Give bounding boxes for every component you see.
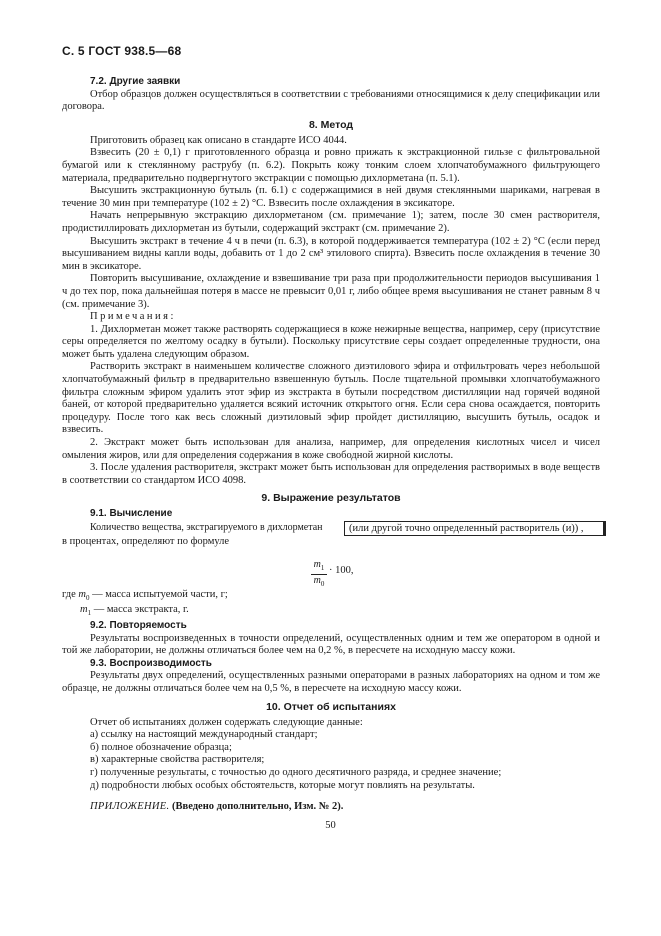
list-item: г) полученные результаты, с точностью до одного десятичного разряда, и среднее значение;: [90, 766, 502, 778]
note-1: 1. Дихлорметан может также растворять содержащиеся в коже нежирные вещества, например, серу (присутствие серы определяется по желтому осадку в бутыли). Поскольку присутствие серы создает определенные трудности, она может быть удалена следующим образом.: [62, 323, 600, 360]
section-9-2-title: 9.2. Повторяемость: [90, 619, 187, 631]
calculation-text: Количество вещества, экстрагируемого в дихлорметан: [90, 522, 323, 533]
paragraph: Повторить высушивание, охлаждение и взвешивание три раза при продолжительности периодов высушивания 1 ч до тех пор, пока дальнейшая потеря в массе не превысит 0,01 г, либо общее время высушивания не станет равным 8 ч (см. примечание 3).: [62, 273, 600, 310]
appendix-amendment: (Введено дополнительно, Изм. № 2).: [169, 801, 344, 813]
variable-definition-m0: где $m_0$ — масса испытуемой части, г;: [62, 588, 228, 602]
list-item: б) полное обозначение образца;: [90, 741, 232, 753]
note-3: 3. После удаления растворителя, экстракт может быть использован для определения растворимых в воде веществ в соответствии со стандартом ИСО 4098.: [62, 462, 600, 486]
section-9-2-text: Результаты воспроизведенных в точности определений, осуществленных одним и тем же оператором в одной и той же лаборатории, не должны отличаться более чем на 0,2 %, в пересчете на исходную массу кожи.: [62, 632, 600, 657]
paragraph: Высушить экстракт в течение 4 ч в печи (п. 6.3), в которой поддерживается температура (102 ± 2) °С (если перед высушиванием видны капли воды, добавить от 1 до 2 см³ этилового спирта). Взвесить после охлаждения в течение 30 мин в эксикаторе.: [62, 235, 600, 272]
notes-title: Примечания:: [90, 311, 176, 323]
section-9-3-title: 9.3. Воспроизводимость: [90, 657, 212, 669]
section-10-title: 10. Отчет об испытаниях: [266, 700, 396, 713]
section-10-intro: Отчет об испытаниях должен содержать следующие данные:: [90, 716, 363, 728]
formula-fraction: [311, 559, 327, 590]
variable-definition-m1: $m_1$ — масса экстракта, г.: [80, 604, 189, 618]
list-item: д) подробности любых особых обстоятельств, которые могут повлиять на результаты.: [90, 779, 475, 791]
section-9-3-text: Результаты двух определений, осуществленных разными операторами в разных лабораториях на одном и том же образце, не должны отличаться более чем на 0,5 %, в пересчете на исходную массу кожи.: [62, 670, 600, 694]
paragraph: Высушить экстракционную бутыль (п. 6.1) с содержащимися в ней двумя стеклянными шариками, нагревая в течение 30 мин при температуре (102 ± 2) °С. Взвесить после охлаждения в эксикаторе.: [62, 185, 600, 209]
note-1-continued: Растворить экстракт в наименьшем количестве сложного диэтилового эфира и отфильтровать через небольшой хлопчатобумажный фильтр в предварительно взвешенную бутыль. После тщательной промывки хлопчатобумажного фильтра сложным эфиром удалить этот эфир из экстракта в бутыли посредством дистилляции над горячей водяной баней, от которой предварительно удаляется всякий источник открытого огня. Если сера снова осаждается, повторить процедуру. После того как весь сложный диэтиловый эфир пройдет дистилляцию, высушить бутыль, осадок и взвесить.: [62, 361, 600, 436]
section-7-2-text: Отбор образцов должен осуществляться в соответствии с требованиями относящимися к делу спецификации или договора.: [62, 88, 600, 113]
section-7-2-title: 7.2. Другие заявки: [90, 76, 181, 87]
amendment-box: (или другой точно определенный растворитель (и)) ,: [344, 521, 606, 536]
note-2: 2. Экстракт может быть использован для анализа, например, для определения кислотных чисел и чисел омыления жиров, или для определения содержания в коже свободной жирной кислоты.: [62, 437, 600, 461]
appendix-label: ПРИЛОЖЕНИЕ.: [90, 801, 170, 813]
formula-numerator: $m_1$: [311, 559, 327, 575]
formula-multiplier: · 100,: [329, 564, 354, 576]
calculation-continued: в процентах, определяют по формуле: [62, 536, 230, 547]
section-9-title: 9. Выражение результатов: [261, 492, 401, 505]
page-content: [62, 76, 600, 814]
appendix-note: [62, 801, 600, 814]
formula-denominator: $m_0$: [313, 574, 325, 588]
list-item: в) характерные свойства растворителя;: [90, 754, 265, 766]
section-9-1-title: 9.1. Вычисление: [90, 508, 173, 520]
page-header: С. 5 ГОСТ 938.5—68: [62, 44, 182, 58]
calculation-row: [62, 521, 600, 536]
section-8-title: 8. Метод: [308, 118, 354, 131]
paragraph: Взвесить (20 ± 0,1) г приготовленного образца и ровно прижать к экстракционной гильзе с фильтровальной бумагой или к стеклянному раструбу (п. 6.2). Покрыть кожу тонким слоем хлопчатобумажного фильтрующего материала, предварительно подвергнутого экстракции с помощью дихлорметана (п. 5.1).: [62, 147, 600, 184]
formula: [62, 553, 600, 587]
paragraph: Приготовить образец как описано в стандарте ИСО 4044.: [90, 134, 347, 146]
page-number: 50: [325, 820, 336, 831]
list-item: а) ссылку на настоящий международный стандарт;: [90, 729, 318, 741]
report-items-list: [62, 729, 600, 792]
paragraph: Начать непрерывную экстракцию дихлорметаном (см. примечание 1); затем, после 30 смен растворителя, продистиллировать дихлорметан из бутыли, содержащий экстракт (см. примечание 2).: [62, 210, 600, 234]
